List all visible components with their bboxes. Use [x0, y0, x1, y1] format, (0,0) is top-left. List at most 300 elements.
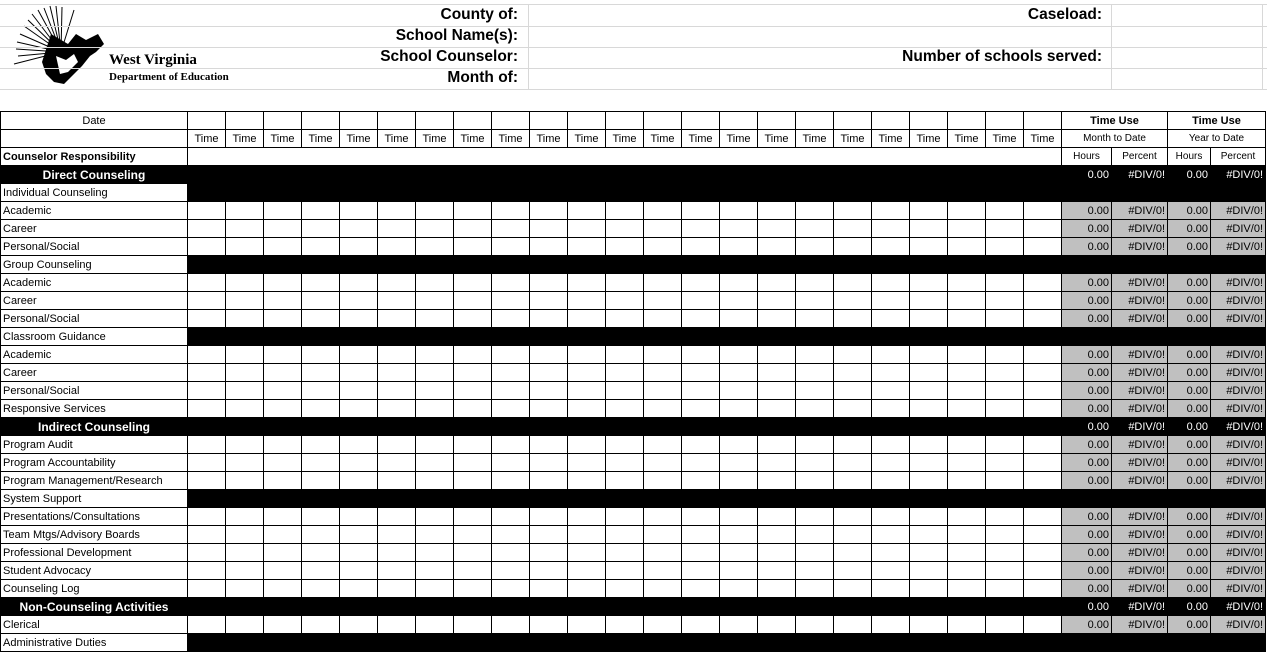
time-entry-cell[interactable] — [264, 526, 302, 544]
time-entry-cell[interactable] — [720, 616, 758, 634]
time-entry-cell[interactable] — [758, 292, 796, 310]
time-entry-cell[interactable] — [492, 202, 530, 220]
time-entry-cell[interactable] — [454, 454, 492, 472]
time-entry-cell[interactable] — [986, 454, 1024, 472]
time-entry-cell[interactable] — [302, 220, 340, 238]
time-entry-cell[interactable] — [872, 562, 910, 580]
time-entry-cell[interactable] — [302, 364, 340, 382]
time-entry-cell[interactable] — [986, 220, 1024, 238]
time-entry-cell[interactable] — [1024, 238, 1062, 256]
time-entry-cell[interactable] — [378, 544, 416, 562]
time-entry-cell[interactable] — [568, 220, 606, 238]
time-entry-cell[interactable] — [188, 436, 226, 454]
time-entry-cell[interactable] — [606, 454, 644, 472]
time-entry-cell[interactable] — [340, 382, 378, 400]
time-entry-cell[interactable] — [378, 292, 416, 310]
time-entry-cell[interactable] — [568, 562, 606, 580]
time-entry-cell[interactable] — [910, 202, 948, 220]
time-entry-cell[interactable] — [226, 238, 264, 256]
time-entry-cell[interactable] — [188, 544, 226, 562]
time-entry-cell[interactable] — [340, 310, 378, 328]
time-entry-cell[interactable] — [340, 346, 378, 364]
time-entry-cell[interactable] — [948, 382, 986, 400]
time-entry-cell[interactable] — [834, 310, 872, 328]
time-entry-cell[interactable] — [188, 274, 226, 292]
time-entry-cell[interactable] — [530, 508, 568, 526]
time-entry-cell[interactable] — [834, 526, 872, 544]
time-entry-cell[interactable] — [226, 562, 264, 580]
time-entry-cell[interactable] — [758, 220, 796, 238]
time-entry-cell[interactable] — [986, 472, 1024, 490]
time-entry-cell[interactable] — [264, 472, 302, 490]
time-entry-cell[interactable] — [834, 544, 872, 562]
time-entry-cell[interactable] — [188, 220, 226, 238]
time-entry-cell[interactable] — [606, 382, 644, 400]
time-entry-cell[interactable] — [264, 382, 302, 400]
time-entry-cell[interactable] — [264, 508, 302, 526]
time-entry-cell[interactable] — [530, 292, 568, 310]
time-entry-cell[interactable] — [264, 238, 302, 256]
time-entry-cell[interactable] — [378, 346, 416, 364]
time-entry-cell[interactable] — [416, 544, 454, 562]
date-entry-cell[interactable] — [530, 112, 568, 130]
time-entry-cell[interactable] — [226, 202, 264, 220]
time-entry-cell[interactable] — [302, 346, 340, 364]
time-entry-cell[interactable] — [720, 400, 758, 418]
time-entry-cell[interactable] — [606, 274, 644, 292]
time-entry-cell[interactable] — [264, 364, 302, 382]
time-entry-cell[interactable] — [302, 310, 340, 328]
time-entry-cell[interactable] — [530, 526, 568, 544]
time-entry-cell[interactable] — [454, 310, 492, 328]
time-entry-cell[interactable] — [378, 400, 416, 418]
time-entry-cell[interactable] — [568, 202, 606, 220]
time-entry-cell[interactable] — [340, 508, 378, 526]
time-entry-cell[interactable] — [188, 292, 226, 310]
time-entry-cell[interactable] — [796, 364, 834, 382]
time-entry-cell[interactable] — [226, 274, 264, 292]
time-entry-cell[interactable] — [606, 562, 644, 580]
date-entry-cell[interactable] — [264, 112, 302, 130]
date-entry-cell[interactable] — [872, 112, 910, 130]
time-entry-cell[interactable] — [1024, 346, 1062, 364]
time-entry-cell[interactable] — [872, 220, 910, 238]
time-entry-cell[interactable] — [606, 472, 644, 490]
time-entry-cell[interactable] — [758, 526, 796, 544]
time-entry-cell[interactable] — [378, 382, 416, 400]
time-entry-cell[interactable] — [454, 238, 492, 256]
time-entry-cell[interactable] — [1024, 400, 1062, 418]
time-entry-cell[interactable] — [758, 364, 796, 382]
date-entry-cell[interactable] — [682, 112, 720, 130]
time-entry-cell[interactable] — [834, 238, 872, 256]
time-entry-cell[interactable] — [264, 400, 302, 418]
time-entry-cell[interactable] — [340, 292, 378, 310]
time-entry-cell[interactable] — [492, 436, 530, 454]
time-entry-cell[interactable] — [264, 580, 302, 598]
time-entry-cell[interactable] — [302, 472, 340, 490]
time-entry-cell[interactable] — [910, 526, 948, 544]
time-entry-cell[interactable] — [606, 220, 644, 238]
time-entry-cell[interactable] — [682, 436, 720, 454]
time-entry-cell[interactable] — [758, 454, 796, 472]
time-entry-cell[interactable] — [872, 310, 910, 328]
time-entry-cell[interactable] — [1024, 472, 1062, 490]
time-entry-cell[interactable] — [834, 454, 872, 472]
time-entry-cell[interactable] — [948, 292, 986, 310]
time-entry-cell[interactable] — [264, 436, 302, 454]
time-entry-cell[interactable] — [948, 220, 986, 238]
date-entry-cell[interactable] — [910, 112, 948, 130]
date-entry-cell[interactable] — [1024, 112, 1062, 130]
time-entry-cell[interactable] — [188, 508, 226, 526]
time-entry-cell[interactable] — [378, 562, 416, 580]
time-entry-cell[interactable] — [530, 472, 568, 490]
time-entry-cell[interactable] — [1024, 364, 1062, 382]
time-entry-cell[interactable] — [226, 454, 264, 472]
time-entry-cell[interactable] — [834, 364, 872, 382]
time-entry-cell[interactable] — [720, 436, 758, 454]
time-entry-cell[interactable] — [644, 346, 682, 364]
time-entry-cell[interactable] — [948, 400, 986, 418]
time-entry-cell[interactable] — [492, 580, 530, 598]
time-entry-cell[interactable] — [948, 202, 986, 220]
time-entry-cell[interactable] — [872, 274, 910, 292]
time-entry-cell[interactable] — [948, 364, 986, 382]
time-entry-cell[interactable] — [188, 616, 226, 634]
time-entry-cell[interactable] — [264, 562, 302, 580]
time-entry-cell[interactable] — [720, 364, 758, 382]
time-entry-cell[interactable] — [188, 580, 226, 598]
time-entry-cell[interactable] — [606, 292, 644, 310]
time-entry-cell[interactable] — [226, 436, 264, 454]
time-entry-cell[interactable] — [872, 382, 910, 400]
time-entry-cell[interactable] — [758, 238, 796, 256]
time-entry-cell[interactable] — [1024, 616, 1062, 634]
time-entry-cell[interactable] — [454, 292, 492, 310]
time-entry-cell[interactable] — [1024, 526, 1062, 544]
time-entry-cell[interactable] — [226, 544, 264, 562]
time-entry-cell[interactable] — [720, 274, 758, 292]
time-entry-cell[interactable] — [910, 238, 948, 256]
time-entry-cell[interactable] — [416, 310, 454, 328]
date-entry-cell[interactable] — [796, 112, 834, 130]
time-entry-cell[interactable] — [644, 400, 682, 418]
time-entry-cell[interactable] — [796, 616, 834, 634]
time-entry-cell[interactable] — [454, 436, 492, 454]
time-entry-cell[interactable] — [1024, 292, 1062, 310]
time-entry-cell[interactable] — [568, 274, 606, 292]
time-entry-cell[interactable] — [340, 580, 378, 598]
time-entry-cell[interactable] — [492, 238, 530, 256]
time-entry-cell[interactable] — [340, 436, 378, 454]
time-entry-cell[interactable] — [1024, 580, 1062, 598]
time-entry-cell[interactable] — [492, 310, 530, 328]
time-entry-cell[interactable] — [1024, 220, 1062, 238]
time-entry-cell[interactable] — [796, 202, 834, 220]
time-entry-cell[interactable] — [416, 562, 454, 580]
time-entry-cell[interactable] — [1024, 454, 1062, 472]
time-entry-cell[interactable] — [796, 580, 834, 598]
time-entry-cell[interactable] — [454, 274, 492, 292]
time-entry-cell[interactable] — [910, 400, 948, 418]
time-entry-cell[interactable] — [416, 454, 454, 472]
time-entry-cell[interactable] — [416, 382, 454, 400]
time-entry-cell[interactable] — [416, 616, 454, 634]
date-entry-cell[interactable] — [948, 112, 986, 130]
time-entry-cell[interactable] — [796, 454, 834, 472]
time-entry-cell[interactable] — [378, 310, 416, 328]
time-entry-cell[interactable] — [986, 310, 1024, 328]
time-entry-cell[interactable] — [682, 526, 720, 544]
time-entry-cell[interactable] — [796, 544, 834, 562]
time-entry-cell[interactable] — [302, 580, 340, 598]
time-entry-cell[interactable] — [644, 292, 682, 310]
time-entry-cell[interactable] — [226, 472, 264, 490]
time-entry-cell[interactable] — [264, 310, 302, 328]
time-entry-cell[interactable] — [606, 202, 644, 220]
time-entry-cell[interactable] — [416, 508, 454, 526]
time-entry-cell[interactable] — [302, 562, 340, 580]
time-entry-cell[interactable] — [454, 526, 492, 544]
time-entry-cell[interactable] — [606, 346, 644, 364]
time-entry-cell[interactable] — [416, 346, 454, 364]
time-entry-cell[interactable] — [720, 562, 758, 580]
time-entry-cell[interactable] — [302, 238, 340, 256]
time-entry-cell[interactable] — [416, 526, 454, 544]
time-entry-cell[interactable] — [834, 616, 872, 634]
time-entry-cell[interactable] — [872, 526, 910, 544]
time-entry-cell[interactable] — [910, 508, 948, 526]
time-entry-cell[interactable] — [606, 580, 644, 598]
time-entry-cell[interactable] — [530, 238, 568, 256]
time-entry-cell[interactable] — [910, 616, 948, 634]
time-entry-cell[interactable] — [492, 400, 530, 418]
time-entry-cell[interactable] — [264, 346, 302, 364]
time-entry-cell[interactable] — [606, 544, 644, 562]
time-entry-cell[interactable] — [758, 346, 796, 364]
time-entry-cell[interactable] — [872, 454, 910, 472]
time-entry-cell[interactable] — [948, 238, 986, 256]
time-entry-cell[interactable] — [568, 436, 606, 454]
date-entry-cell[interactable] — [378, 112, 416, 130]
time-entry-cell[interactable] — [606, 364, 644, 382]
time-entry-cell[interactable] — [378, 616, 416, 634]
time-entry-cell[interactable] — [644, 274, 682, 292]
time-entry-cell[interactable] — [796, 562, 834, 580]
time-entry-cell[interactable] — [986, 400, 1024, 418]
time-entry-cell[interactable] — [226, 526, 264, 544]
time-entry-cell[interactable] — [530, 220, 568, 238]
time-entry-cell[interactable] — [758, 436, 796, 454]
time-entry-cell[interactable] — [758, 202, 796, 220]
time-entry-cell[interactable] — [720, 202, 758, 220]
time-entry-cell[interactable] — [416, 436, 454, 454]
time-entry-cell[interactable] — [264, 454, 302, 472]
time-entry-cell[interactable] — [340, 400, 378, 418]
time-entry-cell[interactable] — [720, 346, 758, 364]
time-entry-cell[interactable] — [986, 346, 1024, 364]
time-entry-cell[interactable] — [530, 202, 568, 220]
time-entry-cell[interactable] — [796, 436, 834, 454]
time-entry-cell[interactable] — [948, 526, 986, 544]
time-entry-cell[interactable] — [720, 544, 758, 562]
date-entry-cell[interactable] — [188, 112, 226, 130]
time-entry-cell[interactable] — [188, 238, 226, 256]
time-entry-cell[interactable] — [568, 346, 606, 364]
time-entry-cell[interactable] — [758, 508, 796, 526]
time-entry-cell[interactable] — [378, 202, 416, 220]
time-entry-cell[interactable] — [720, 454, 758, 472]
time-entry-cell[interactable] — [758, 382, 796, 400]
time-entry-cell[interactable] — [948, 508, 986, 526]
time-entry-cell[interactable] — [720, 472, 758, 490]
time-entry-cell[interactable] — [378, 472, 416, 490]
date-entry-cell[interactable] — [492, 112, 530, 130]
time-entry-cell[interactable] — [948, 562, 986, 580]
time-entry-cell[interactable] — [1024, 310, 1062, 328]
time-entry-cell[interactable] — [644, 616, 682, 634]
time-entry-cell[interactable] — [720, 526, 758, 544]
time-entry-cell[interactable] — [492, 526, 530, 544]
time-entry-cell[interactable] — [644, 310, 682, 328]
time-entry-cell[interactable] — [644, 544, 682, 562]
time-entry-cell[interactable] — [834, 382, 872, 400]
time-entry-cell[interactable] — [340, 220, 378, 238]
time-entry-cell[interactable] — [530, 616, 568, 634]
time-entry-cell[interactable] — [910, 220, 948, 238]
time-entry-cell[interactable] — [758, 544, 796, 562]
time-entry-cell[interactable] — [340, 202, 378, 220]
time-entry-cell[interactable] — [682, 238, 720, 256]
time-entry-cell[interactable] — [416, 274, 454, 292]
time-entry-cell[interactable] — [568, 364, 606, 382]
time-entry-cell[interactable] — [910, 382, 948, 400]
time-entry-cell[interactable] — [872, 400, 910, 418]
time-entry-cell[interactable] — [986, 508, 1024, 526]
time-entry-cell[interactable] — [758, 274, 796, 292]
time-entry-cell[interactable] — [492, 616, 530, 634]
time-entry-cell[interactable] — [340, 562, 378, 580]
time-entry-cell[interactable] — [378, 436, 416, 454]
time-entry-cell[interactable] — [682, 400, 720, 418]
time-entry-cell[interactable] — [644, 472, 682, 490]
time-entry-cell[interactable] — [302, 616, 340, 634]
time-entry-cell[interactable] — [872, 436, 910, 454]
time-entry-cell[interactable] — [530, 346, 568, 364]
time-entry-cell[interactable] — [682, 544, 720, 562]
time-entry-cell[interactable] — [606, 436, 644, 454]
time-entry-cell[interactable] — [682, 346, 720, 364]
time-entry-cell[interactable] — [302, 274, 340, 292]
time-entry-cell[interactable] — [264, 274, 302, 292]
time-entry-cell[interactable] — [910, 274, 948, 292]
time-entry-cell[interactable] — [948, 580, 986, 598]
time-entry-cell[interactable] — [568, 454, 606, 472]
time-entry-cell[interactable] — [796, 400, 834, 418]
time-entry-cell[interactable] — [226, 400, 264, 418]
date-entry-cell[interactable] — [758, 112, 796, 130]
time-entry-cell[interactable] — [1024, 544, 1062, 562]
time-entry-cell[interactable] — [872, 544, 910, 562]
time-entry-cell[interactable] — [644, 562, 682, 580]
time-entry-cell[interactable] — [568, 292, 606, 310]
time-entry-cell[interactable] — [720, 238, 758, 256]
time-entry-cell[interactable] — [492, 454, 530, 472]
time-entry-cell[interactable] — [834, 292, 872, 310]
time-entry-cell[interactable] — [986, 364, 1024, 382]
time-entry-cell[interactable] — [682, 616, 720, 634]
time-entry-cell[interactable] — [340, 274, 378, 292]
time-entry-cell[interactable] — [910, 310, 948, 328]
time-entry-cell[interactable] — [454, 508, 492, 526]
time-entry-cell[interactable] — [644, 436, 682, 454]
time-entry-cell[interactable] — [568, 508, 606, 526]
time-entry-cell[interactable] — [644, 580, 682, 598]
time-entry-cell[interactable] — [416, 220, 454, 238]
time-entry-cell[interactable] — [910, 580, 948, 598]
time-entry-cell[interactable] — [834, 346, 872, 364]
time-entry-cell[interactable] — [226, 346, 264, 364]
time-entry-cell[interactable] — [948, 310, 986, 328]
time-entry-cell[interactable] — [834, 400, 872, 418]
time-entry-cell[interactable] — [682, 454, 720, 472]
time-entry-cell[interactable] — [682, 382, 720, 400]
time-entry-cell[interactable] — [492, 544, 530, 562]
time-entry-cell[interactable] — [682, 472, 720, 490]
time-entry-cell[interactable] — [416, 472, 454, 490]
time-entry-cell[interactable] — [872, 364, 910, 382]
time-entry-cell[interactable] — [416, 364, 454, 382]
date-entry-cell[interactable] — [226, 112, 264, 130]
time-entry-cell[interactable] — [910, 472, 948, 490]
time-entry-cell[interactable] — [796, 310, 834, 328]
time-entry-cell[interactable] — [644, 238, 682, 256]
time-entry-cell[interactable] — [682, 364, 720, 382]
time-entry-cell[interactable] — [188, 562, 226, 580]
time-entry-cell[interactable] — [492, 472, 530, 490]
time-entry-cell[interactable] — [530, 544, 568, 562]
time-entry-cell[interactable] — [416, 202, 454, 220]
time-entry-cell[interactable] — [644, 382, 682, 400]
time-entry-cell[interactable] — [834, 562, 872, 580]
time-entry-cell[interactable] — [606, 616, 644, 634]
time-entry-cell[interactable] — [872, 292, 910, 310]
time-entry-cell[interactable] — [758, 562, 796, 580]
time-entry-cell[interactable] — [796, 346, 834, 364]
time-entry-cell[interactable] — [492, 220, 530, 238]
time-entry-cell[interactable] — [644, 454, 682, 472]
time-entry-cell[interactable] — [454, 382, 492, 400]
time-entry-cell[interactable] — [834, 436, 872, 454]
time-entry-cell[interactable] — [796, 472, 834, 490]
time-entry-cell[interactable] — [378, 220, 416, 238]
time-entry-cell[interactable] — [986, 238, 1024, 256]
time-entry-cell[interactable] — [682, 562, 720, 580]
time-entry-cell[interactable] — [834, 274, 872, 292]
time-entry-cell[interactable] — [340, 544, 378, 562]
time-entry-cell[interactable] — [986, 526, 1024, 544]
date-entry-cell[interactable] — [834, 112, 872, 130]
time-entry-cell[interactable] — [986, 292, 1024, 310]
time-entry-cell[interactable] — [1024, 562, 1062, 580]
time-entry-cell[interactable] — [188, 346, 226, 364]
time-entry-cell[interactable] — [910, 436, 948, 454]
date-entry-cell[interactable] — [644, 112, 682, 130]
time-entry-cell[interactable] — [948, 616, 986, 634]
date-entry-cell[interactable] — [720, 112, 758, 130]
time-entry-cell[interactable] — [416, 400, 454, 418]
